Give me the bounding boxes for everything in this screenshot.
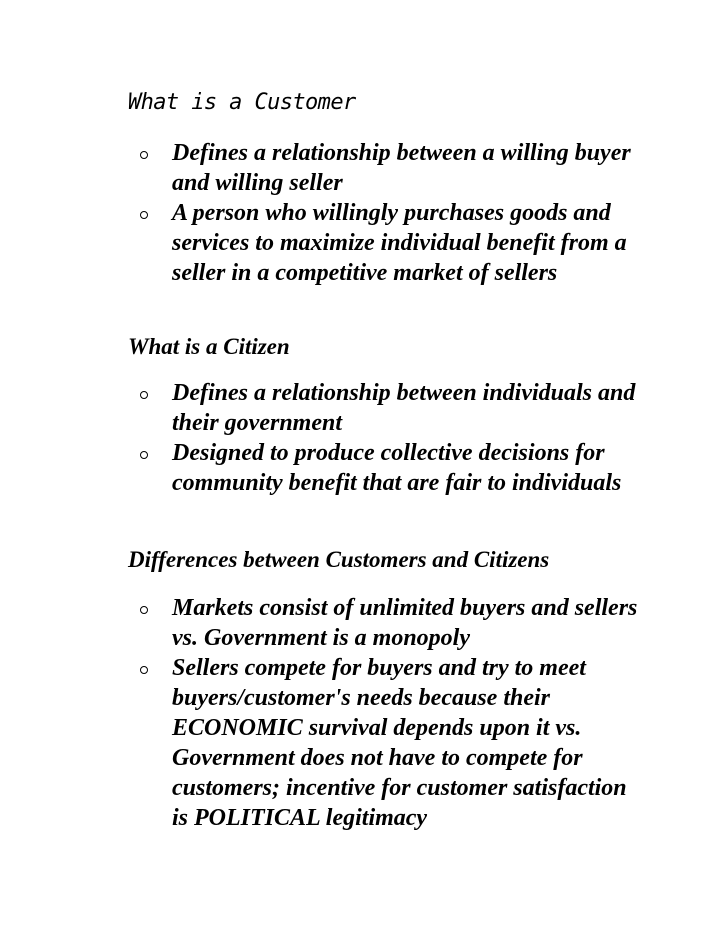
hollow-circle-bullet-icon: [140, 606, 148, 614]
bullet-text: Sellers compete for buyers and try to meet buyers/customer's needs because their ECONOMIC survival depends upon it vs. Government does not have to compete for customers; incentive for customer satisfaction is POLITICAL legitimacy: [172, 655, 627, 831]
hollow-circle-bullet-icon: [140, 391, 148, 399]
bullet-list: [0, 593, 728, 833]
hollow-circle-bullet-icon: [140, 451, 148, 459]
list-item: [0, 198, 728, 288]
list-item: [0, 438, 728, 498]
list-item: [0, 653, 728, 833]
hollow-circle-bullet-icon: [140, 211, 148, 219]
hollow-circle-bullet-icon: [140, 151, 148, 159]
bullet-text: Defines a relationship between a willing buyer and willing seller: [172, 140, 631, 196]
list-item: [0, 138, 728, 198]
list-item: [0, 378, 728, 438]
section-heading: What is a Customer: [128, 90, 356, 115]
bullet-list: [0, 138, 728, 288]
section-heading: Differences between Customers and Citizens: [128, 547, 550, 572]
bullet-text: A person who willingly purchases goods and services to maximize individual benefit from a seller in a competitive market of sellers: [172, 200, 627, 286]
list-item: [0, 593, 728, 653]
bullet-list: [0, 378, 728, 498]
hollow-circle-bullet-icon: [140, 666, 148, 674]
bullet-text: Defines a relationship between individuals and their government: [172, 380, 636, 436]
bullet-text: Markets consist of unlimited buyers and sellers vs. Government is a monopoly: [172, 595, 638, 651]
section-heading: What is a Citizen: [128, 334, 290, 359]
bullet-text: Designed to produce collective decisions for community benefit that are fair to individuals: [172, 440, 622, 496]
